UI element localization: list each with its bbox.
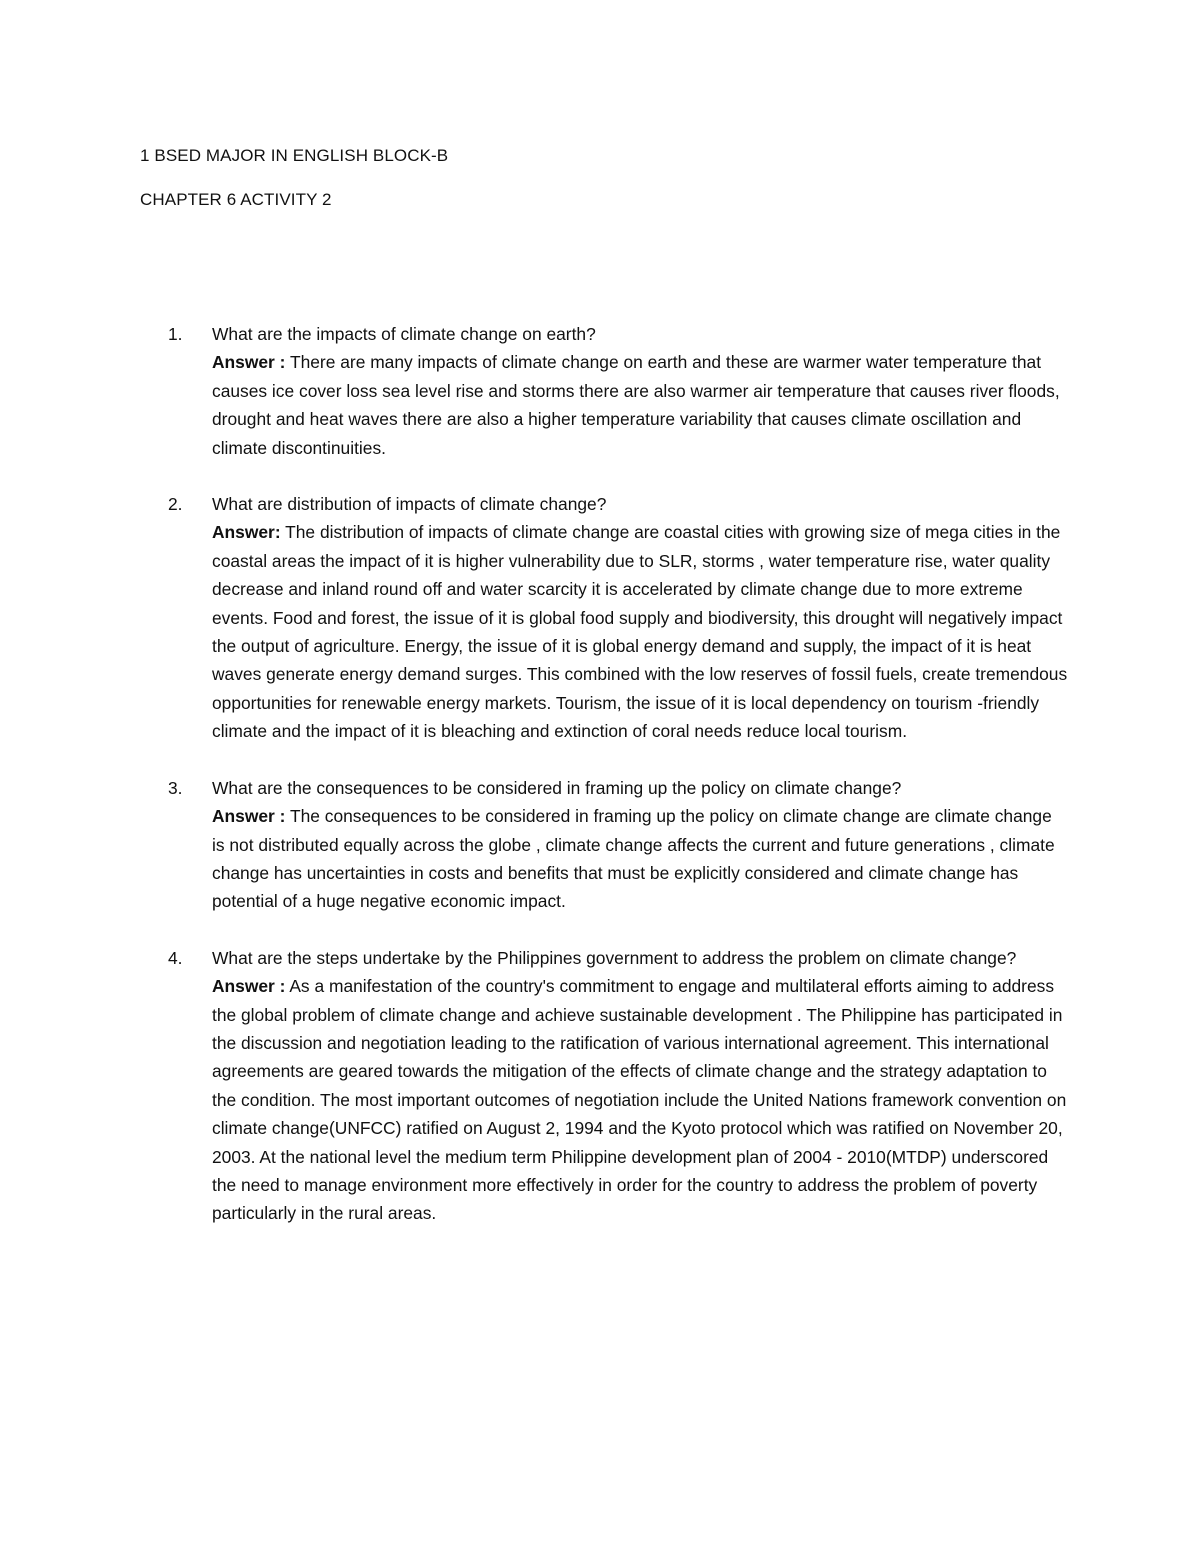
answer-text: As a manifestation of the country's commitment to engage and multilateral efforts aiming to address the global problem of climate change and achieve sustainable development . The Philippine has participated in the discussion and negotiation leading to the ratification of various international agreement. This international agreements are geared towards the mitigation of the effects of climate change and the strategy adaptation to the condition. The most important outcomes of negotiation include the United Nations framework convention on climate change(UNFCC) ratified on August 2, 1994 and the Kyoto protocol which was ratified on November 20, 2003. At the national level the medium term Philippine development plan of 2004 - 2010(MTDP) underscored the need to manage environment more effectively in order for the country to address the problem of poverty particularly in the rural areas. bbox=[212, 976, 1067, 1224]
answer-label: Answer : bbox=[212, 976, 286, 997]
question-item-1 bbox=[168, 320, 1068, 462]
course-heading: 1 BSED MAJOR IN ENGLISH BLOCK-B bbox=[140, 146, 449, 165]
answer-paragraph bbox=[212, 348, 1068, 462]
answer-text: The distribution of impacts of climate change are coastal cities with growing size of mega cities in the coastal areas the impact of it is higher vulnerability due to SLR, storms , water temperature rise, water quality decrease and inland round off and water scarcity it is accelerated by climate change due to more extreme events. Food and forest, the issue of it is global food supply and biodiversity, this drought will negatively impact the output of agriculture. Energy, the issue of it is global energy demand and supply, the impact of it is heat waves generate energy demand surges. This combined with the low reserves of fossil fuels, create tremendous opportunities for renewable energy markets. Tourism, the issue of it is local dependency on tourism -friendly climate and the impact of it is bleaching and extinction of coral needs reduce local tourism. bbox=[212, 522, 1068, 742]
answer-paragraph bbox=[212, 972, 1068, 1228]
answer-text: The consequences to be considered in framing up the policy on climate change are climate change is not distributed equally across the globe , climate change affects the current and future generations , climate change has uncertainties in costs and benefits that must be explicitly considered and climate change has potential of a huge negative economic impact. bbox=[212, 806, 1055, 912]
question-item-3 bbox=[168, 774, 1068, 916]
question-item-2 bbox=[168, 490, 1068, 746]
answer-paragraph bbox=[212, 518, 1068, 745]
question-number: 4. bbox=[168, 947, 183, 968]
answer-text: There are many impacts of climate change on earth and these are warmer water temperature that causes ice cover loss sea level rise and storms there are also warmer air temperature that causes river floods, drought and heat waves there are also a higher temperature variability that causes climate oscillation and climate discontinuities. bbox=[212, 352, 1060, 458]
answer-label: Answer: bbox=[212, 522, 281, 543]
question-text: What are the impacts of climate change on earth? bbox=[212, 324, 596, 344]
question-item-4 bbox=[168, 944, 1068, 1228]
answer-label: Answer : bbox=[212, 806, 286, 827]
question-text: What are the steps undertake by the Philippines government to address the problem on climate change? bbox=[212, 947, 1017, 968]
question-text: What are distribution of impacts of climate change? bbox=[212, 494, 607, 515]
question-list bbox=[168, 320, 1068, 1228]
answer-label: Answer : bbox=[212, 352, 286, 373]
question-number: 1. bbox=[168, 324, 183, 344]
question-text: What are the consequences to be considered in framing up the policy on climate change? bbox=[212, 777, 902, 798]
question-number: 3. bbox=[168, 777, 183, 798]
activity-heading: CHAPTER 6 ACTIVITY 2 bbox=[140, 190, 332, 209]
question-number: 2. bbox=[168, 494, 183, 515]
answer-paragraph bbox=[212, 802, 1068, 916]
